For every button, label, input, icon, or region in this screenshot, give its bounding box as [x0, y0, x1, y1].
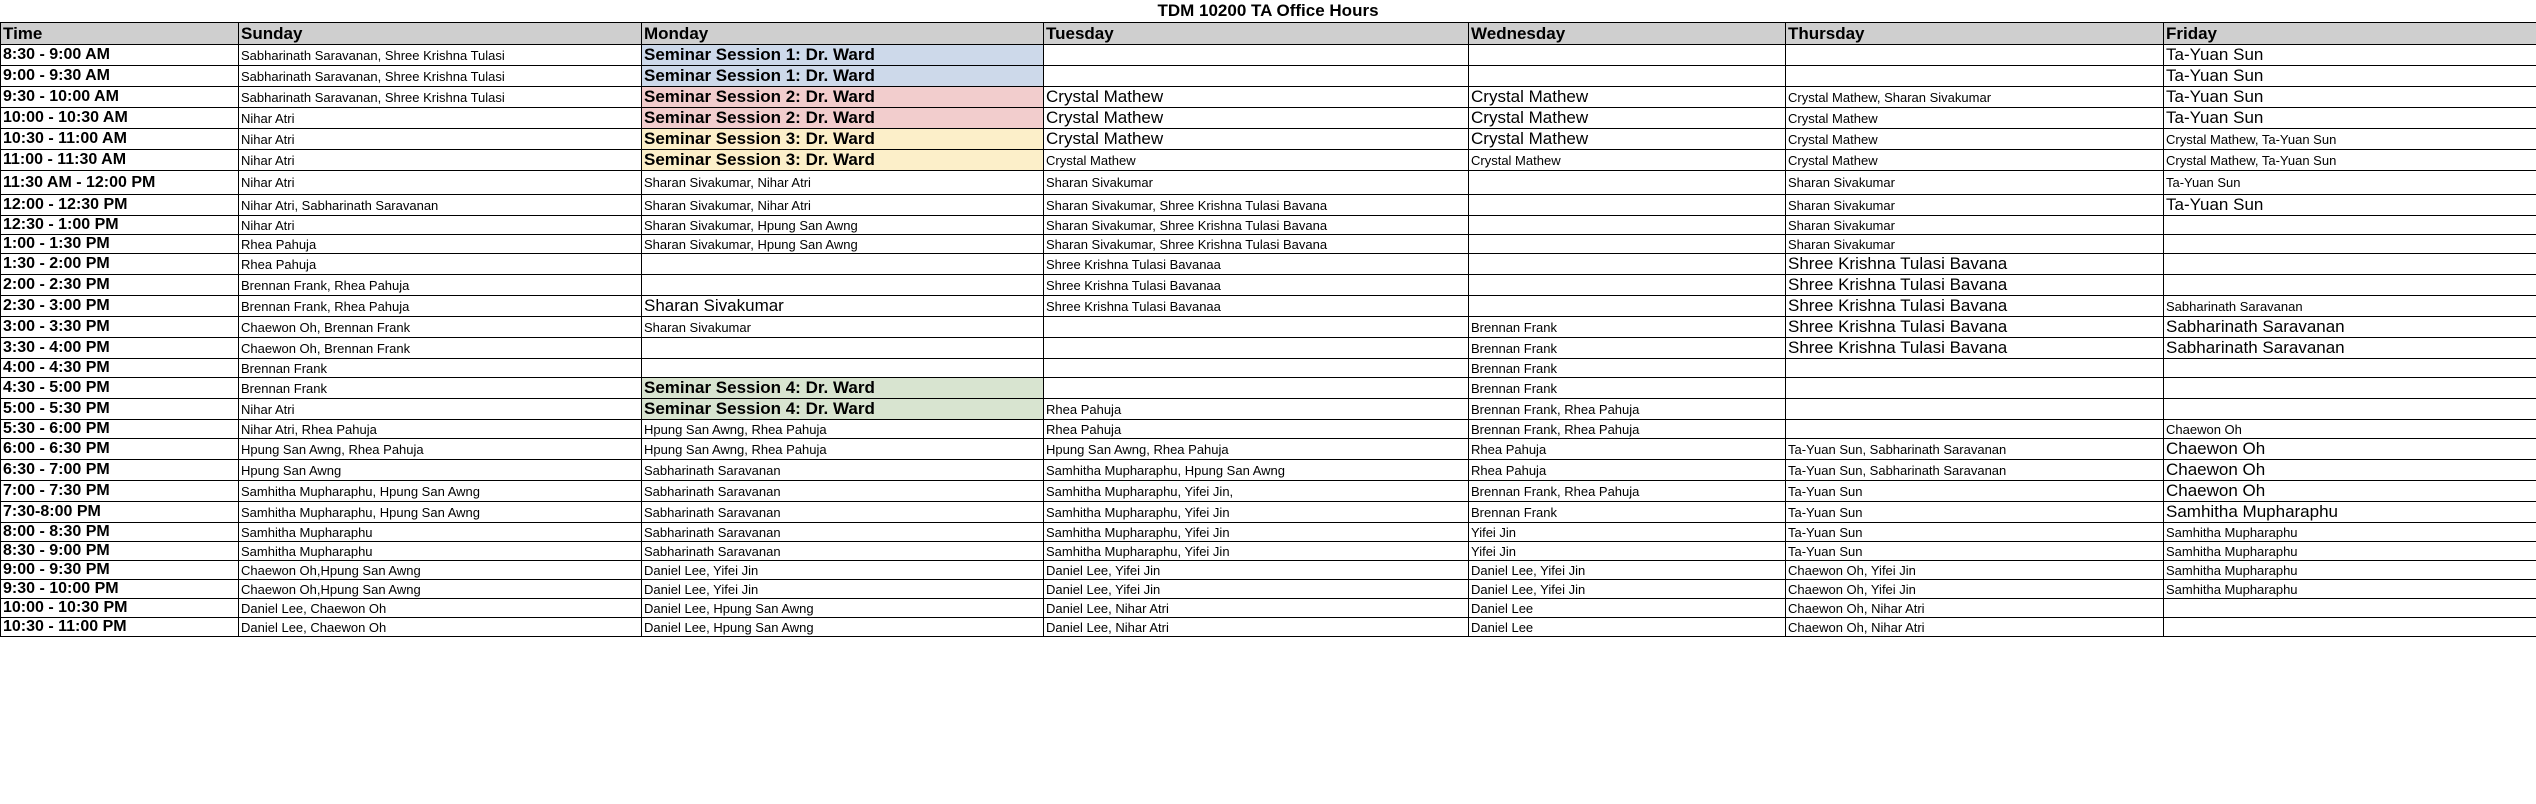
table-row — [1, 399, 2536, 420]
sunday-cell: Brennan Frank — [239, 378, 642, 399]
friday-cell: Sabharinath Saravanan — [2164, 317, 2536, 338]
sunday-cell: Chaewon Oh, Brennan Frank — [239, 317, 642, 338]
table-row — [1, 618, 2536, 637]
thursday-cell: Shree Krishna Tulasi Bavana — [1786, 254, 2164, 275]
time-slot-cell: 5:00 - 5:30 PM — [1, 399, 239, 420]
wednesday-cell: Yifei Jin — [1469, 542, 1786, 561]
time-slot-cell: 1:00 - 1:30 PM — [1, 235, 239, 254]
tuesday-cell: Sharan Sivakumar — [1044, 171, 1469, 195]
friday-cell: Chaewon Oh — [2164, 460, 2536, 481]
seminar-session-cell: Seminar Session 4: Dr. Ward — [642, 399, 1044, 420]
wednesday-cell: Crystal Mathew — [1469, 150, 1786, 171]
friday-cell: Ta-Yuan Sun — [2164, 66, 2536, 87]
sunday-cell: Hpung San Awng, Rhea Pahuja — [239, 439, 642, 460]
table-row — [1, 359, 2536, 378]
friday-cell: Ta-Yuan Sun — [2164, 87, 2536, 108]
tuesday-cell: Sharan Sivakumar, Shree Krishna Tulasi Bavana — [1044, 195, 1469, 216]
time-slot-cell: 12:30 - 1:00 PM — [1, 216, 239, 235]
tuesday-cell: Crystal Mathew — [1044, 108, 1469, 129]
table-row — [1, 45, 2536, 66]
friday-cell: Samhitha Mupharaphu — [2164, 542, 2536, 561]
sunday-cell: Brennan Frank — [239, 359, 642, 378]
monday-cell — [642, 275, 1044, 296]
thursday-cell: Crystal Mathew — [1786, 129, 2164, 150]
tuesday-cell — [1044, 317, 1469, 338]
column-header-tuesday: Tuesday — [1044, 23, 1469, 45]
sunday-cell: Samhitha Mupharaphu — [239, 542, 642, 561]
wednesday-cell — [1469, 254, 1786, 275]
time-slot-cell: 7:30-8:00 PM — [1, 502, 239, 523]
seminar-session-cell: Seminar Session 1: Dr. Ward — [642, 45, 1044, 66]
thursday-cell: Crystal Mathew, Sharan Sivakumar — [1786, 87, 2164, 108]
table-row — [1, 599, 2536, 618]
monday-cell — [642, 254, 1044, 275]
wednesday-cell: Daniel Lee, Yifei Jin — [1469, 561, 1786, 580]
wednesday-cell: Brennan Frank — [1469, 359, 1786, 378]
sunday-cell: Nihar Atri — [239, 108, 642, 129]
friday-cell — [2164, 235, 2536, 254]
table-row — [1, 275, 2536, 296]
monday-cell: Daniel Lee, Hpung San Awng — [642, 618, 1044, 637]
time-slot-cell: 12:00 - 12:30 PM — [1, 195, 239, 216]
time-slot-cell: 8:00 - 8:30 PM — [1, 523, 239, 542]
thursday-cell — [1786, 359, 2164, 378]
wednesday-cell: Daniel Lee — [1469, 599, 1786, 618]
header-row — [1, 23, 2536, 45]
thursday-cell: Ta-Yuan Sun, Sabharinath Saravanan — [1786, 439, 2164, 460]
sheet-title: TDM 10200 TA Office Hours — [1157, 1, 1379, 20]
monday-cell: Sharan Sivakumar, Nihar Atri — [642, 195, 1044, 216]
table-row — [1, 338, 2536, 359]
monday-cell: Hpung San Awng, Rhea Pahuja — [642, 439, 1044, 460]
thursday-cell: Sharan Sivakumar — [1786, 216, 2164, 235]
time-slot-cell: 9:30 - 10:00 PM — [1, 580, 239, 599]
table-row — [1, 150, 2536, 171]
thursday-cell: Ta-Yuan Sun — [1786, 523, 2164, 542]
sunday-cell: Brennan Frank, Rhea Pahuja — [239, 275, 642, 296]
time-slot-cell: 2:00 - 2:30 PM — [1, 275, 239, 296]
wednesday-cell — [1469, 66, 1786, 87]
monday-cell: Daniel Lee, Yifei Jin — [642, 580, 1044, 599]
table-row — [1, 542, 2536, 561]
tuesday-cell: Sharan Sivakumar, Shree Krishna Tulasi Bavana — [1044, 235, 1469, 254]
friday-cell: Chaewon Oh — [2164, 481, 2536, 502]
table-row — [1, 108, 2536, 129]
sunday-cell: Sabharinath Saravanan, Shree Krishna Tulasi — [239, 45, 642, 66]
time-slot-cell: 9:00 - 9:30 PM — [1, 561, 239, 580]
wednesday-cell: Rhea Pahuja — [1469, 439, 1786, 460]
wednesday-cell: Brennan Frank — [1469, 378, 1786, 399]
time-slot-cell: 3:30 - 4:00 PM — [1, 338, 239, 359]
monday-cell: Sharan Sivakumar, Hpung San Awng — [642, 235, 1044, 254]
table-row — [1, 561, 2536, 580]
friday-cell: Sabharinath Saravanan — [2164, 338, 2536, 359]
sunday-cell: Nihar Atri — [239, 129, 642, 150]
sunday-cell: Nihar Atri — [239, 171, 642, 195]
monday-cell — [642, 359, 1044, 378]
thursday-cell: Sharan Sivakumar — [1786, 171, 2164, 195]
friday-cell: Ta-Yuan Sun — [2164, 45, 2536, 66]
tuesday-cell: Shree Krishna Tulasi Bavanaa — [1044, 254, 1469, 275]
thursday-cell: Ta-Yuan Sun — [1786, 502, 2164, 523]
monday-cell: Sabharinath Saravanan — [642, 542, 1044, 561]
wednesday-cell: Brennan Frank, Rhea Pahuja — [1469, 399, 1786, 420]
seminar-session-cell: Seminar Session 1: Dr. Ward — [642, 66, 1044, 87]
monday-cell: Sharan Sivakumar, Nihar Atri — [642, 171, 1044, 195]
friday-cell: Ta-Yuan Sun — [2164, 195, 2536, 216]
wednesday-cell: Crystal Mathew — [1469, 87, 1786, 108]
time-slot-cell: 11:00 - 11:30 AM — [1, 150, 239, 171]
sunday-cell: Sabharinath Saravanan, Shree Krishna Tulasi — [239, 66, 642, 87]
time-slot-cell: 8:30 - 9:00 PM — [1, 542, 239, 561]
thursday-cell: Crystal Mathew — [1786, 108, 2164, 129]
monday-cell: Sharan Sivakumar — [642, 296, 1044, 317]
sunday-cell: Samhitha Mupharaphu — [239, 523, 642, 542]
sunday-cell: Hpung San Awng — [239, 460, 642, 481]
table-body — [1, 45, 2536, 637]
thursday-cell: Shree Krishna Tulasi Bavana — [1786, 275, 2164, 296]
thursday-cell — [1786, 378, 2164, 399]
wednesday-cell: Brennan Frank — [1469, 317, 1786, 338]
table-row — [1, 317, 2536, 338]
thursday-cell: Chaewon Oh, Nihar Atri — [1786, 599, 2164, 618]
thursday-cell: Crystal Mathew — [1786, 150, 2164, 171]
sunday-cell: Nihar Atri — [239, 216, 642, 235]
monday-cell: Sharan Sivakumar — [642, 317, 1044, 338]
table-row — [1, 460, 2536, 481]
table-row — [1, 502, 2536, 523]
friday-cell — [2164, 216, 2536, 235]
table-row — [1, 235, 2536, 254]
table-row — [1, 216, 2536, 235]
monday-cell: Hpung San Awng, Rhea Pahuja — [642, 420, 1044, 439]
monday-cell: Daniel Lee, Yifei Jin — [642, 561, 1044, 580]
table-row — [1, 195, 2536, 216]
friday-cell: Crystal Mathew, Ta-Yuan Sun — [2164, 129, 2536, 150]
tuesday-cell: Shree Krishna Tulasi Bavanaa — [1044, 296, 1469, 317]
thursday-cell: Chaewon Oh, Yifei Jin — [1786, 561, 2164, 580]
friday-cell: Crystal Mathew, Ta-Yuan Sun — [2164, 150, 2536, 171]
monday-cell: Sabharinath Saravanan — [642, 502, 1044, 523]
table-row — [1, 296, 2536, 317]
friday-cell: Sabharinath Saravanan — [2164, 296, 2536, 317]
table-row — [1, 481, 2536, 502]
time-slot-cell: 11:30 AM - 12:00 PM — [1, 171, 239, 195]
thursday-cell: Shree Krishna Tulasi Bavana — [1786, 317, 2164, 338]
table-row — [1, 87, 2536, 108]
table-row — [1, 378, 2536, 399]
friday-cell — [2164, 359, 2536, 378]
monday-cell — [642, 338, 1044, 359]
time-slot-cell: 3:00 - 3:30 PM — [1, 317, 239, 338]
seminar-session-cell: Seminar Session 4: Dr. Ward — [642, 378, 1044, 399]
thursday-cell — [1786, 420, 2164, 439]
wednesday-cell: Crystal Mathew — [1469, 108, 1786, 129]
sunday-cell: Nihar Atri — [239, 150, 642, 171]
tuesday-cell: Rhea Pahuja — [1044, 420, 1469, 439]
tuesday-cell — [1044, 45, 1469, 66]
friday-cell: Samhitha Mupharaphu — [2164, 523, 2536, 542]
wednesday-cell: Daniel Lee — [1469, 618, 1786, 637]
time-slot-cell: 10:30 - 11:00 PM — [1, 618, 239, 637]
column-header-time: Time — [1, 23, 239, 45]
thursday-cell: Shree Krishna Tulasi Bavana — [1786, 338, 2164, 359]
thursday-cell: Sharan Sivakumar — [1786, 235, 2164, 254]
time-slot-cell: 6:00 - 6:30 PM — [1, 439, 239, 460]
table-row — [1, 66, 2536, 87]
sunday-cell: Brennan Frank, Rhea Pahuja — [239, 296, 642, 317]
tuesday-cell: Samhitha Mupharaphu, Hpung San Awng — [1044, 460, 1469, 481]
tuesday-cell: Shree Krishna Tulasi Bavanaa — [1044, 275, 1469, 296]
seminar-session-cell: Seminar Session 2: Dr. Ward — [642, 108, 1044, 129]
tuesday-cell: Daniel Lee, Yifei Jin — [1044, 561, 1469, 580]
tuesday-cell: Sharan Sivakumar, Shree Krishna Tulasi Bavana — [1044, 216, 1469, 235]
wednesday-cell: Crystal Mathew — [1469, 129, 1786, 150]
thursday-cell: Shree Krishna Tulasi Bavana — [1786, 296, 2164, 317]
table-row — [1, 129, 2536, 150]
time-slot-cell: 4:30 - 5:00 PM — [1, 378, 239, 399]
thursday-cell: Sharan Sivakumar — [1786, 195, 2164, 216]
wednesday-cell — [1469, 45, 1786, 66]
tuesday-cell: Crystal Mathew — [1044, 129, 1469, 150]
thursday-cell — [1786, 45, 2164, 66]
friday-cell: Chaewon Oh — [2164, 439, 2536, 460]
time-slot-cell: 9:30 - 10:00 AM — [1, 87, 239, 108]
column-header-monday: Monday — [642, 23, 1044, 45]
thursday-cell: Ta-Yuan Sun, Sabharinath Saravanan — [1786, 460, 2164, 481]
sunday-cell: Nihar Atri — [239, 399, 642, 420]
friday-cell — [2164, 599, 2536, 618]
friday-cell: Chaewon Oh — [2164, 420, 2536, 439]
friday-cell: Samhitha Mupharaphu — [2164, 561, 2536, 580]
tuesday-cell: Hpung San Awng, Rhea Pahuja — [1044, 439, 1469, 460]
time-slot-cell: 10:00 - 10:30 PM — [1, 599, 239, 618]
sunday-cell: Sabharinath Saravanan, Shree Krishna Tulasi — [239, 87, 642, 108]
friday-cell — [2164, 275, 2536, 296]
time-slot-cell: 4:00 - 4:30 PM — [1, 359, 239, 378]
sunday-cell: Rhea Pahuja — [239, 254, 642, 275]
column-header-thursday: Thursday — [1786, 23, 2164, 45]
time-slot-cell: 5:30 - 6:00 PM — [1, 420, 239, 439]
table-row — [1, 523, 2536, 542]
time-slot-cell: 1:30 - 2:00 PM — [1, 254, 239, 275]
seminar-session-cell: Seminar Session 2: Dr. Ward — [642, 87, 1044, 108]
tuesday-cell: Rhea Pahuja — [1044, 399, 1469, 420]
monday-cell: Sharan Sivakumar, Hpung San Awng — [642, 216, 1044, 235]
wednesday-cell: Brennan Frank — [1469, 502, 1786, 523]
tuesday-cell — [1044, 359, 1469, 378]
sunday-cell: Nihar Atri, Rhea Pahuja — [239, 420, 642, 439]
sunday-cell: Chaewon Oh, Brennan Frank — [239, 338, 642, 359]
table-row — [1, 580, 2536, 599]
time-slot-cell: 6:30 - 7:00 PM — [1, 460, 239, 481]
tuesday-cell — [1044, 378, 1469, 399]
tuesday-cell: Samhitha Mupharaphu, Yifei Jin — [1044, 523, 1469, 542]
wednesday-cell — [1469, 296, 1786, 317]
thursday-cell — [1786, 66, 2164, 87]
friday-cell — [2164, 378, 2536, 399]
tuesday-cell: Samhitha Mupharaphu, Yifei Jin — [1044, 502, 1469, 523]
wednesday-cell: Brennan Frank, Rhea Pahuja — [1469, 420, 1786, 439]
sunday-cell: Samhitha Mupharaphu, Hpung San Awng — [239, 502, 642, 523]
monday-cell: Sabharinath Saravanan — [642, 460, 1044, 481]
sunday-cell: Daniel Lee, Chaewon Oh — [239, 618, 642, 637]
sunday-cell: Daniel Lee, Chaewon Oh — [239, 599, 642, 618]
tuesday-cell: Crystal Mathew — [1044, 150, 1469, 171]
office-hours-table — [0, 22, 2536, 637]
thursday-cell: Ta-Yuan Sun — [1786, 542, 2164, 561]
time-slot-cell: 7:00 - 7:30 PM — [1, 481, 239, 502]
seminar-session-cell: Seminar Session 3: Dr. Ward — [642, 129, 1044, 150]
wednesday-cell — [1469, 235, 1786, 254]
tuesday-cell: Samhitha Mupharaphu, Yifei Jin, — [1044, 481, 1469, 502]
tuesday-cell — [1044, 338, 1469, 359]
monday-cell: Sabharinath Saravanan — [642, 481, 1044, 502]
sunday-cell: Chaewon Oh,Hpung San Awng — [239, 580, 642, 599]
wednesday-cell — [1469, 171, 1786, 195]
tuesday-cell: Daniel Lee, Nihar Atri — [1044, 599, 1469, 618]
time-slot-cell: 2:30 - 3:00 PM — [1, 296, 239, 317]
table-row — [1, 420, 2536, 439]
friday-cell: Ta-Yuan Sun — [2164, 171, 2536, 195]
table-row — [1, 439, 2536, 460]
wednesday-cell: Brennan Frank, Rhea Pahuja — [1469, 481, 1786, 502]
sunday-cell: Rhea Pahuja — [239, 235, 642, 254]
thursday-cell: Chaewon Oh, Yifei Jin — [1786, 580, 2164, 599]
friday-cell: Ta-Yuan Sun — [2164, 108, 2536, 129]
wednesday-cell: Daniel Lee, Yifei Jin — [1469, 580, 1786, 599]
friday-cell — [2164, 618, 2536, 637]
time-slot-cell: 10:00 - 10:30 AM — [1, 108, 239, 129]
tuesday-cell: Samhitha Mupharaphu, Yifei Jin — [1044, 542, 1469, 561]
thursday-cell — [1786, 399, 2164, 420]
column-header-wednesday: Wednesday — [1469, 23, 1786, 45]
table-row — [1, 254, 2536, 275]
time-slot-cell: 9:00 - 9:30 AM — [1, 66, 239, 87]
sunday-cell: Nihar Atri, Sabharinath Saravanan — [239, 195, 642, 216]
wednesday-cell — [1469, 216, 1786, 235]
tuesday-cell: Crystal Mathew — [1044, 87, 1469, 108]
thursday-cell: Ta-Yuan Sun — [1786, 481, 2164, 502]
wednesday-cell: Yifei Jin — [1469, 523, 1786, 542]
friday-cell — [2164, 399, 2536, 420]
tuesday-cell — [1044, 66, 1469, 87]
friday-cell — [2164, 254, 2536, 275]
column-header-sunday: Sunday — [239, 23, 642, 45]
tuesday-cell: Daniel Lee, Yifei Jin — [1044, 580, 1469, 599]
thursday-cell: Chaewon Oh, Nihar Atri — [1786, 618, 2164, 637]
wednesday-cell: Brennan Frank — [1469, 338, 1786, 359]
time-slot-cell: 10:30 - 11:00 AM — [1, 129, 239, 150]
sunday-cell: Chaewon Oh,Hpung San Awng — [239, 561, 642, 580]
column-header-friday: Friday — [2164, 23, 2536, 45]
wednesday-cell — [1469, 195, 1786, 216]
monday-cell: Daniel Lee, Hpung San Awng — [642, 599, 1044, 618]
friday-cell: Samhitha Mupharaphu — [2164, 502, 2536, 523]
monday-cell: Sabharinath Saravanan — [642, 523, 1044, 542]
wednesday-cell — [1469, 275, 1786, 296]
sunday-cell: Samhitha Mupharaphu, Hpung San Awng — [239, 481, 642, 502]
friday-cell: Samhitha Mupharaphu — [2164, 580, 2536, 599]
time-slot-cell: 8:30 - 9:00 AM — [1, 45, 239, 66]
seminar-session-cell: Seminar Session 3: Dr. Ward — [642, 150, 1044, 171]
tuesday-cell: Daniel Lee, Nihar Atri — [1044, 618, 1469, 637]
table-row — [1, 171, 2536, 195]
wednesday-cell: Rhea Pahuja — [1469, 460, 1786, 481]
